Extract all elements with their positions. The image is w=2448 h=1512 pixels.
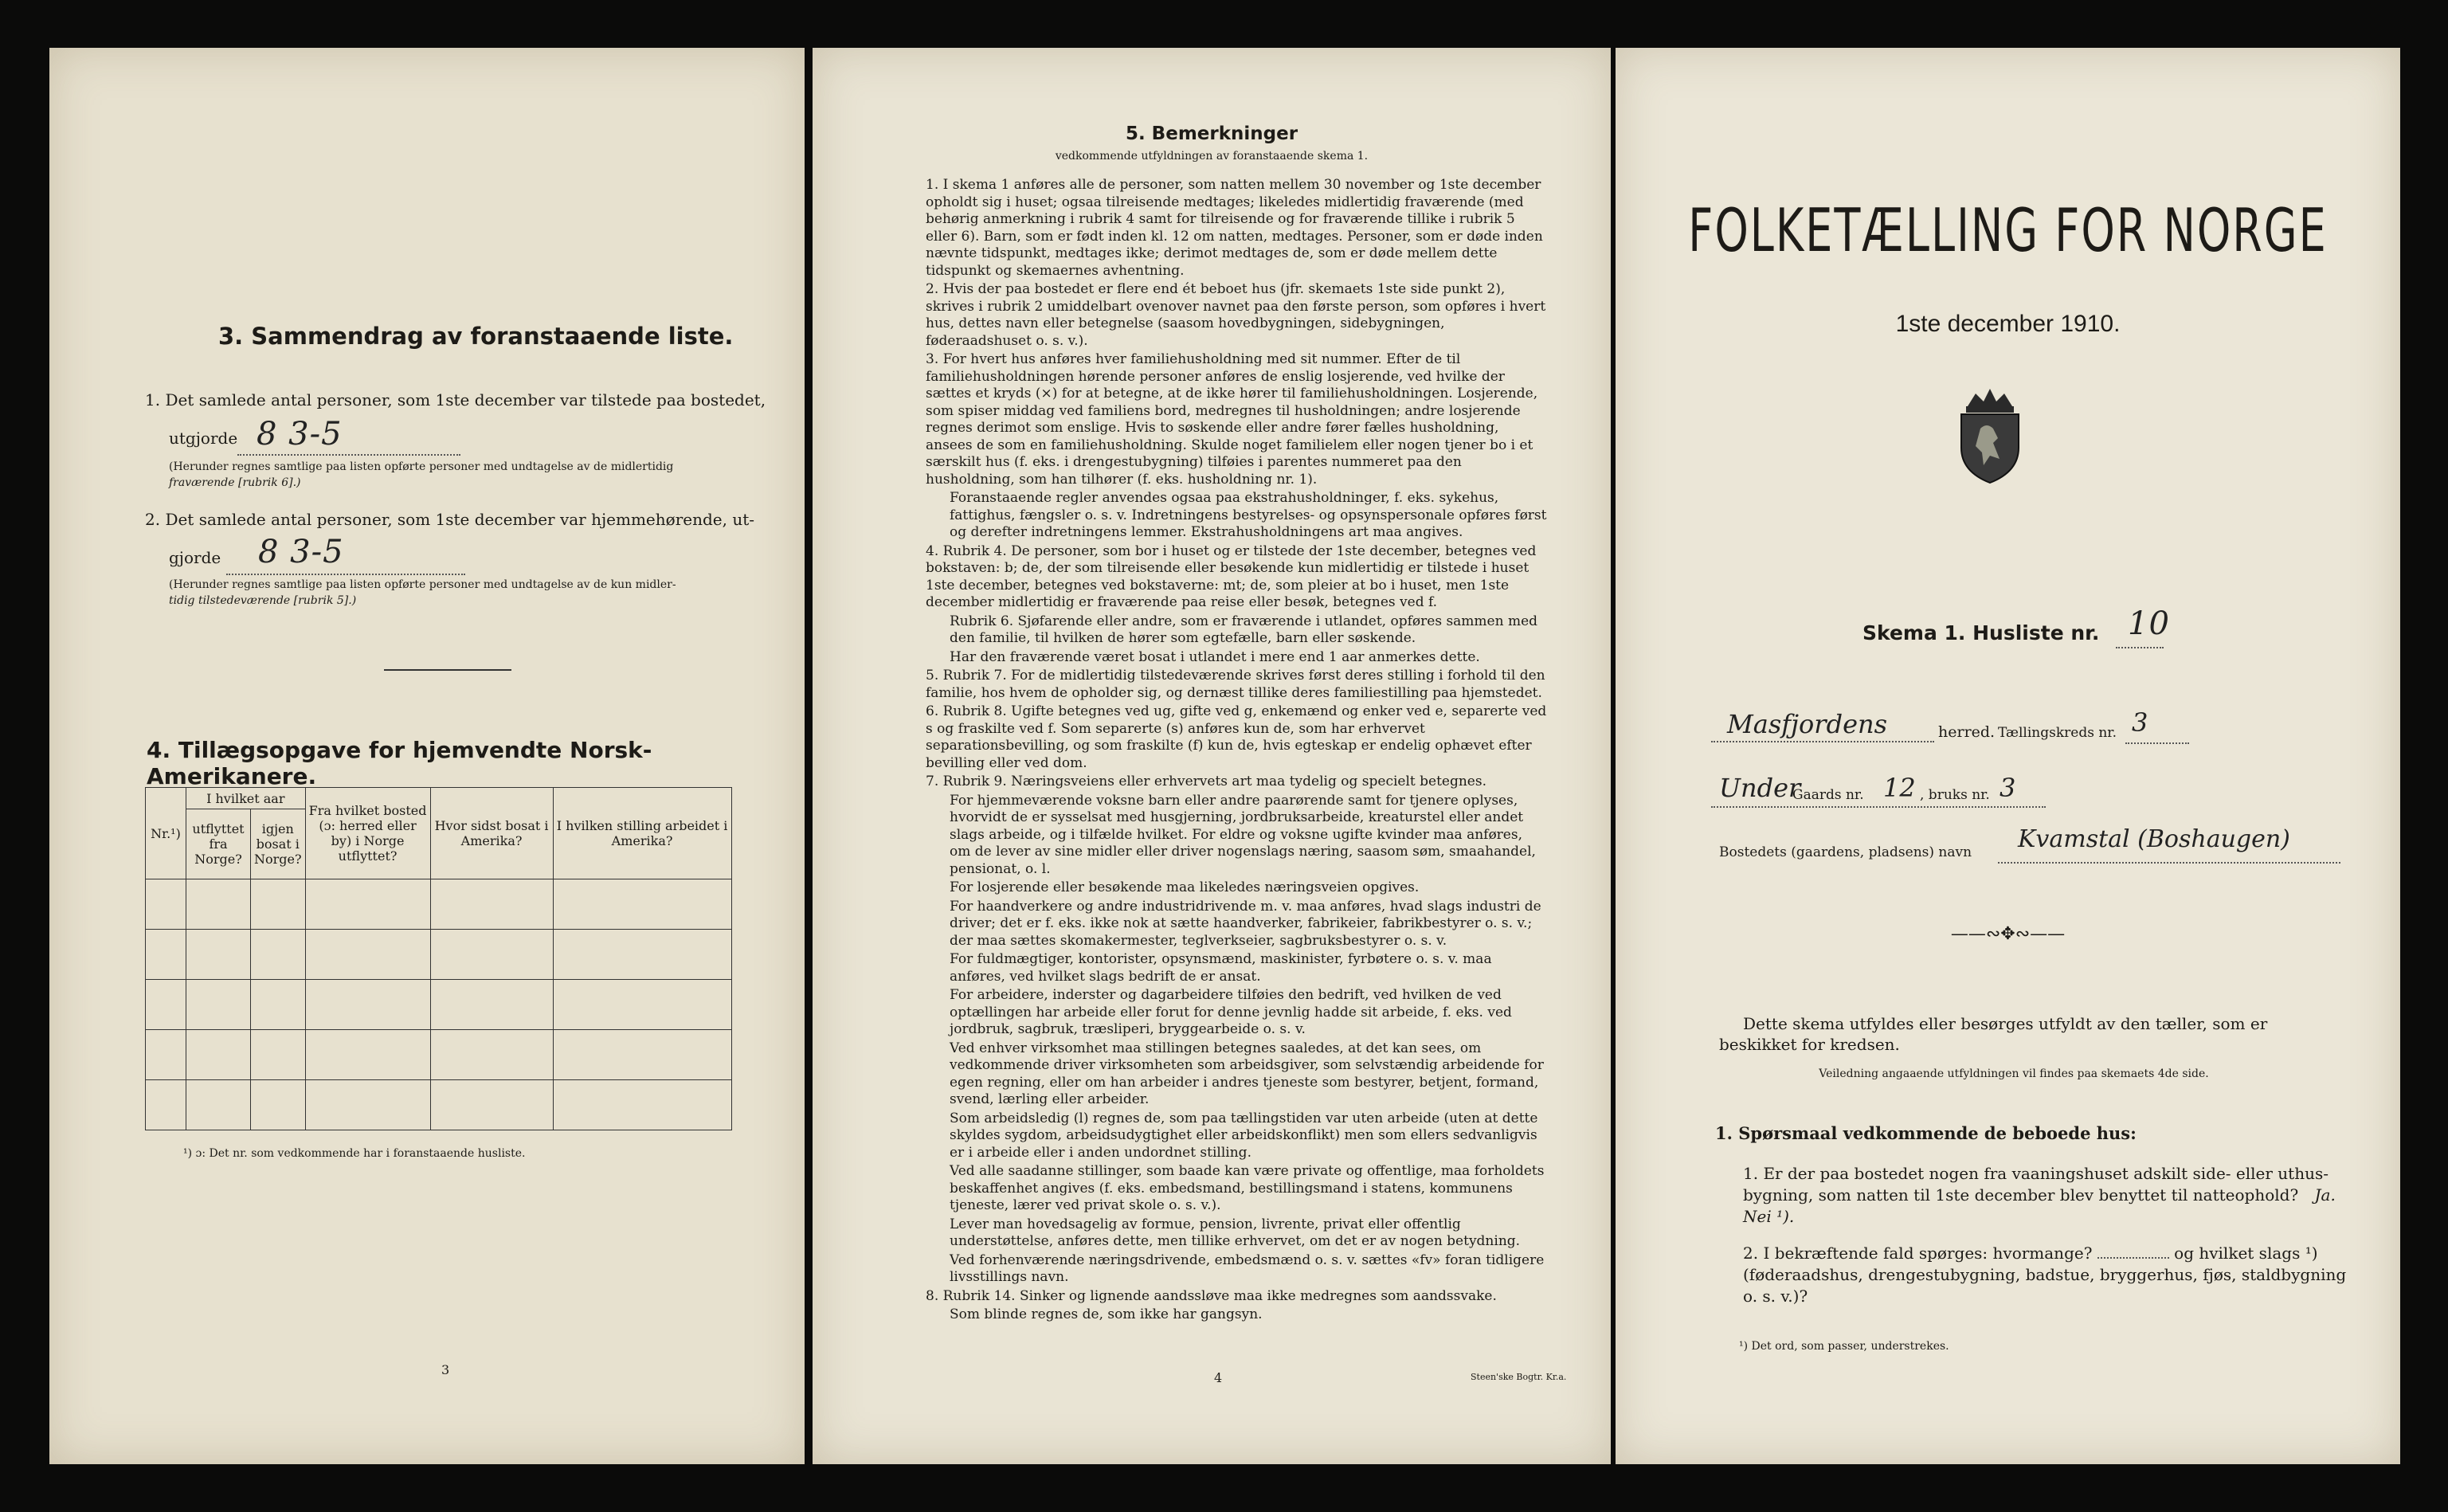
gaard-dotted-line xyxy=(1711,806,2046,808)
remark-7: 7. Rubrik 9. Næringsveiens eller erhvervets art maa tydelig og specielt betegnes. xyxy=(926,774,1486,789)
page3-footnote: ¹) ɔ: Det nr. som vedkommende har i foranstaaende husliste. xyxy=(183,1147,526,1160)
remark-7b: For hjemmeværende voksne barn eller andre paarørende samt for tjenere oplyses, hvorvidt de er sysselsat med husgjerning, jordbruksarbeide, kreaturstel eller andet slags arbeide, og i tilfælde hvilket. For eldre og voksne ugifte kvinder maa anføres, om de lever av sine midler eller driver nogenslags næring, saasom søm, smaahandel, pensionat, o. l. xyxy=(950,792,1536,877)
husliste-dotted-line xyxy=(2116,647,2164,648)
bosted-label: Bostedets (gaardens, pladsens) navn xyxy=(1719,844,1972,860)
bosted-dotted-line xyxy=(1998,862,2340,864)
page-4 xyxy=(813,48,1611,1464)
remark-7c: For losjerende eller besøkende maa likeledes næringsveien opgives. xyxy=(950,879,1420,895)
remark-7k: Ved forhenværende næringsdrivende, embedsmænd o. s. v. sættes «fv» foran tidligere livsstillings navn. xyxy=(950,1252,1545,1285)
remark-2: 2. Hvis der paa bostedet er flere end ét beboet hus (jfr. skemaets 1ste side punkt 2), skrives i rubrik 2 umiddelbart ovenover navnet paa den første person, som opføres i hvert hus, dettes navn eller betegnelse (saasom hovedbygningen, sidebygningen, føderaadshuset o. s. v.). xyxy=(926,281,1546,349)
remark-1: 1. I skema 1 anføres alle de personer, som natten mellem 30 november og 1ste december opholdt sig i huset; ogsaa tilreisende medtages; likeledes midlertidig fraværende (med behørig anmerkning i rubrik 4 samt for tilreisende og for fraværende tillike i rubrik 5 eller 6). Barn, som er født inden kl. 12 om natten, medtages. Personer, som er døde inden nævnte tidspunkt, medtages ikke; derimot medtages de, som er døde mellem dette tidspunkt og skemaernes avhentning. xyxy=(926,177,1543,279)
remark-6: 6. Rubrik 8. Ugifte betegnes ved ug, gifte ved g, enkemænd og enker ved e, separerte ved s og fraskilte ved f. Som separerte (s) anføres kun de, som har erhvervet separationsbevilling, og som fraskilte (f) kun de, hvis egteskap er endelig ophævet efter bevilling eller ved dom. xyxy=(926,703,1547,771)
question-1 xyxy=(1743,1163,2356,1228)
remark-7e: For fuldmægtiger, kontorister, opsynsmænd, maskinister, fyrbøtere o. s. v. maa anføres, ved hvilket slags bedrift de er ansat. xyxy=(950,951,1492,985)
herred-label: herred. xyxy=(1938,723,1996,741)
skema-label: Skema 1. Husliste nr. xyxy=(1862,621,2100,644)
section-3-title: 3. Sammendrag av foranstaaende liste. xyxy=(218,323,734,350)
page-1-cover xyxy=(1616,48,2400,1464)
census-date: 1ste december 1910. xyxy=(1895,311,2121,337)
col-nr: Nr.¹) xyxy=(146,788,186,879)
item1-dotted-line xyxy=(237,454,460,456)
question-1-answer: Ja. Nei ¹). xyxy=(1743,1185,2336,1226)
col-utflyttet: utflyttet fra Norge? xyxy=(186,809,251,879)
table-row xyxy=(146,930,732,980)
section-4-title: 4. Tillægsopgave for hjemvendte Norsk-Amerikanere. xyxy=(147,737,652,789)
page3-number: 3 xyxy=(441,1362,450,1377)
norwegian-coat-of-arms-icon xyxy=(1952,382,2028,489)
gaards-number-handwritten: 12 xyxy=(1883,773,1916,803)
instruction-text: Dette skema utfyldes eller besørges utfyldt av den tæller, som er beskikket for kredsen. xyxy=(1719,1014,2268,1054)
item2-dotted-line xyxy=(226,574,465,575)
remark-3: 3. For hvert hus anføres hver familiehusholdning med sit nummer. Efter de til familiehusholdningen hørende personer anføres de enslig losjerende, ved hvilke der sættes et kryds (×) for at betegne, at de ikke hører til familiehusholdningen. Losjerende, som spiser middag ved familiens bord, medregnes til husholdningen; andre losjerende regnes derimot som enslige. Hvis to søskende eller andre fører fælles husholdning, ansees de som en familiehusholdning. Skulde noget familielem eller nogen tjener bo i et særskilt hus (f. eks. i drengestubygning) tilføies i parentes nummeret paa den husholdning, som han tilhører (f. eks. husholdning nr. 1). xyxy=(926,351,1538,488)
remark-8b: Som blinde regnes de, som ikke har gangsyn. xyxy=(950,1306,1263,1322)
item2-handwritten-count: 8 3-5 xyxy=(258,534,344,570)
item2-note-line2: tidig tilstedeværende [rubrik 5].) xyxy=(169,594,357,607)
page4-number: 4 xyxy=(1214,1370,1223,1385)
item1-text: 1. Det samlede antal personer, som 1ste december var tilstede paa bostedet, xyxy=(145,390,766,409)
remark-5: 5. Rubrik 7. For de midlertidig tilstedeværende skrives først deres stilling i forhold til den familie, hos hvem de opholder sig, og dernæst tillike deres familiestilling paa hjemstedet. xyxy=(926,668,1545,701)
remark-7d: For haandverkere og andre industridrivende m. v. maa anføres, hvad slags industri de driver; det er f. eks. ikke nok at sætte haandverker, fabrikeier, fabrikbestyrer o. s. v.; der maa sættes skomakermester, teglverkseier, sagbruksbestyrer o. s. v. xyxy=(950,898,1541,949)
item2-utgjorde-label: gjorde xyxy=(169,548,221,567)
page-3 xyxy=(49,48,805,1464)
item1-utgjorde-label: utgjorde xyxy=(169,429,238,448)
ornament-divider: ——∾✥∾—— xyxy=(1950,924,2066,944)
col-fra-bosted: Fra hvilket bosted (ɔ: herred eller by) i Norge utflyttet? xyxy=(305,788,430,879)
krets-label: Tællingskreds nr. xyxy=(1998,725,2117,741)
instruction-veiledning: Veiledning angaaende utfyldningen vil findes paa skemaets 4de side. xyxy=(1819,1067,2209,1080)
remark-7h: Som arbeidsledig (l) regnes de, som paa tællingstiden var uten arbeide (uten at dette skyldes sygdom, arbeidsudygtighet eller arbeidskonflikt) men som ellers sedvanligvis er i arbeide eller i anden undordnet stilling. xyxy=(950,1110,1538,1161)
remark-7i: Ved alle saadanne stillinger, som baade kan være private og offentlige, maa forholdets beskaffenhet angives (f. eks. embedsmand, bestillingsmand i statens, kommunens tjeneste, lærer ved privat skole o. s. v.). xyxy=(950,1163,1545,1213)
question-2-text: 2. I bekræftende fald spørges: hvormange? xyxy=(1743,1244,2093,1263)
remark-4b: Rubrik 6. Sjøfarende eller andre, som er fraværende i utlandet, opføres sammen med den familie, til hvilken de hører som egtefælle, barn eller søskende. xyxy=(950,613,1538,646)
remark-7g: Ved enhver virksomhet maa stillingen betegnes saaledes, at det kan sees, om vedkommende driver virksomheten som arbeidsgiver, som selvstændig arbeidende for egen regning, eller om han arbeider i andres tjeneste som bestyrer, betjent, formand, svend, lærling eller arbeider. xyxy=(950,1040,1544,1107)
bruks-label: , bruks nr. xyxy=(1920,787,1990,803)
husliste-number-handwritten: 10 xyxy=(2128,605,2170,642)
col-stilling: I hvilken stilling arbeidet i Amerika? xyxy=(553,788,731,879)
item2-note-line1: (Herunder regnes samtlige paa listen opførte personer med undtagelse av de kun midler- xyxy=(169,578,676,591)
page1-footnote: ¹) Det ord, som passer, understrekes. xyxy=(1739,1340,1949,1353)
remark-4: 4. Rubrik 4. De personer, som bor i huset og er tilstede der 1ste december, betegnes ved bokstaven: b; de, der som tilreisende eller besøkende kun midlertidig er tilstede i huset 1ste december, betegnes ved bokstaverne: mt; de, som pleier at bo i huset, men 1ste december midlertidig er fraværende paa reise eller besøk, betegnes ved f. xyxy=(926,543,1537,610)
bemerkninger-title: 5. Bemerkninger xyxy=(1125,123,1298,144)
question-2-slags: og hvilket slags ¹) xyxy=(2174,1244,2318,1263)
remark-4c: Har den fraværende været bosat i utlandet i mere end 1 aar anmerkes dette. xyxy=(950,648,1480,665)
main-title: FOLKETÆLLING FOR NORGE xyxy=(1688,196,2328,266)
bosted-handwritten: Kvamstal (Boshaugen) xyxy=(2018,825,2290,853)
gaards-label: Gaards nr. xyxy=(1792,787,1864,803)
bruks-number-handwritten: 3 xyxy=(2000,773,2016,803)
remark-3b: Foranstaaende regler anvendes ogsaa paa ekstrahusholdninger, f. eks. sykehus, fattighus, fængsler o. s. v. Indretningens bestyrelses- og opsynspersonale opføres først og derefter indretningens lemmer. Ekstrahusholdningens art maa angives. xyxy=(950,490,1547,540)
question-section-heading: 1. Spørsmaal vedkommende de beboede hus: xyxy=(1715,1123,2137,1143)
item1-handwritten-count: 8 3-5 xyxy=(257,416,343,452)
table-row xyxy=(146,1080,732,1130)
norsk-amerikanere-table xyxy=(145,787,732,1130)
remark-7f: For arbeidere, inderster og dagarbeidere tilføies den bedrift, ved hvilken de ved optællingen har arbeide eller forut for denne jevnlig hadde sit arbeide, f. eks. ved jordbruk, sagbruk, træsliperi, bryggearbeide o. s. v. xyxy=(950,987,1512,1037)
col-group-hvilket-aar: I hvilket aar xyxy=(186,788,306,809)
table-row xyxy=(146,1030,732,1080)
item1-note-line1: (Herunder regnes samtlige paa listen opførte personer med undtagelse av de midlertidig xyxy=(169,460,674,473)
gaard-handwritten: Under xyxy=(1719,773,1801,803)
col-hvor-bosat: Hvor sidst bosat i Amerika? xyxy=(430,788,553,879)
herred-handwritten: Masfjordens xyxy=(1727,709,1888,739)
krets-handwritten: 3 xyxy=(2132,707,2148,738)
bemerkninger-subtitle: vedkommende utfyldningen av foranstaaende skema 1. xyxy=(1055,150,1369,163)
question-2-examples: (føderaadshus, drengestubygning, badstue, bryggerhus, fjøs, staldbygning o. s. v.)? xyxy=(1743,1265,2347,1306)
remark-7j: Lever man hovedsagelig av formue, pension, livrente, privat eller offentlig understøttelse, anføres dette, men tillike erhvervet, om det er av nogen betydning. xyxy=(950,1216,1521,1249)
col-igjen-bosat: igjen bosat i Norge? xyxy=(251,809,306,879)
question-1-text: 1. Er der paa bostedet nogen fra vaaningshuset adskilt side- eller uthus-bygning, som natten til 1ste december blev benyttet til natteophold? xyxy=(1743,1164,2329,1205)
remarks-block xyxy=(926,177,1547,1326)
table-row xyxy=(146,879,732,930)
remark-8: 8. Rubrik 14. Sinker og lignende aandssløve maa ikke medregnes som aandssvake. xyxy=(926,1287,1497,1304)
printer-mark: Steen'ske Bogtr. Kr.a. xyxy=(1471,1372,1567,1382)
item2-text: 2. Det samlede antal personer, som 1ste december var hjemmehørende, ut- xyxy=(145,510,754,529)
item1-note-line2: fraværende [rubrik 6].) xyxy=(169,476,301,489)
table-row xyxy=(146,980,732,1030)
question-2 xyxy=(1743,1243,2356,1307)
krets-dotted-line xyxy=(2125,742,2189,744)
herred-dotted-line xyxy=(1711,741,1934,742)
separator-rule xyxy=(384,669,511,671)
